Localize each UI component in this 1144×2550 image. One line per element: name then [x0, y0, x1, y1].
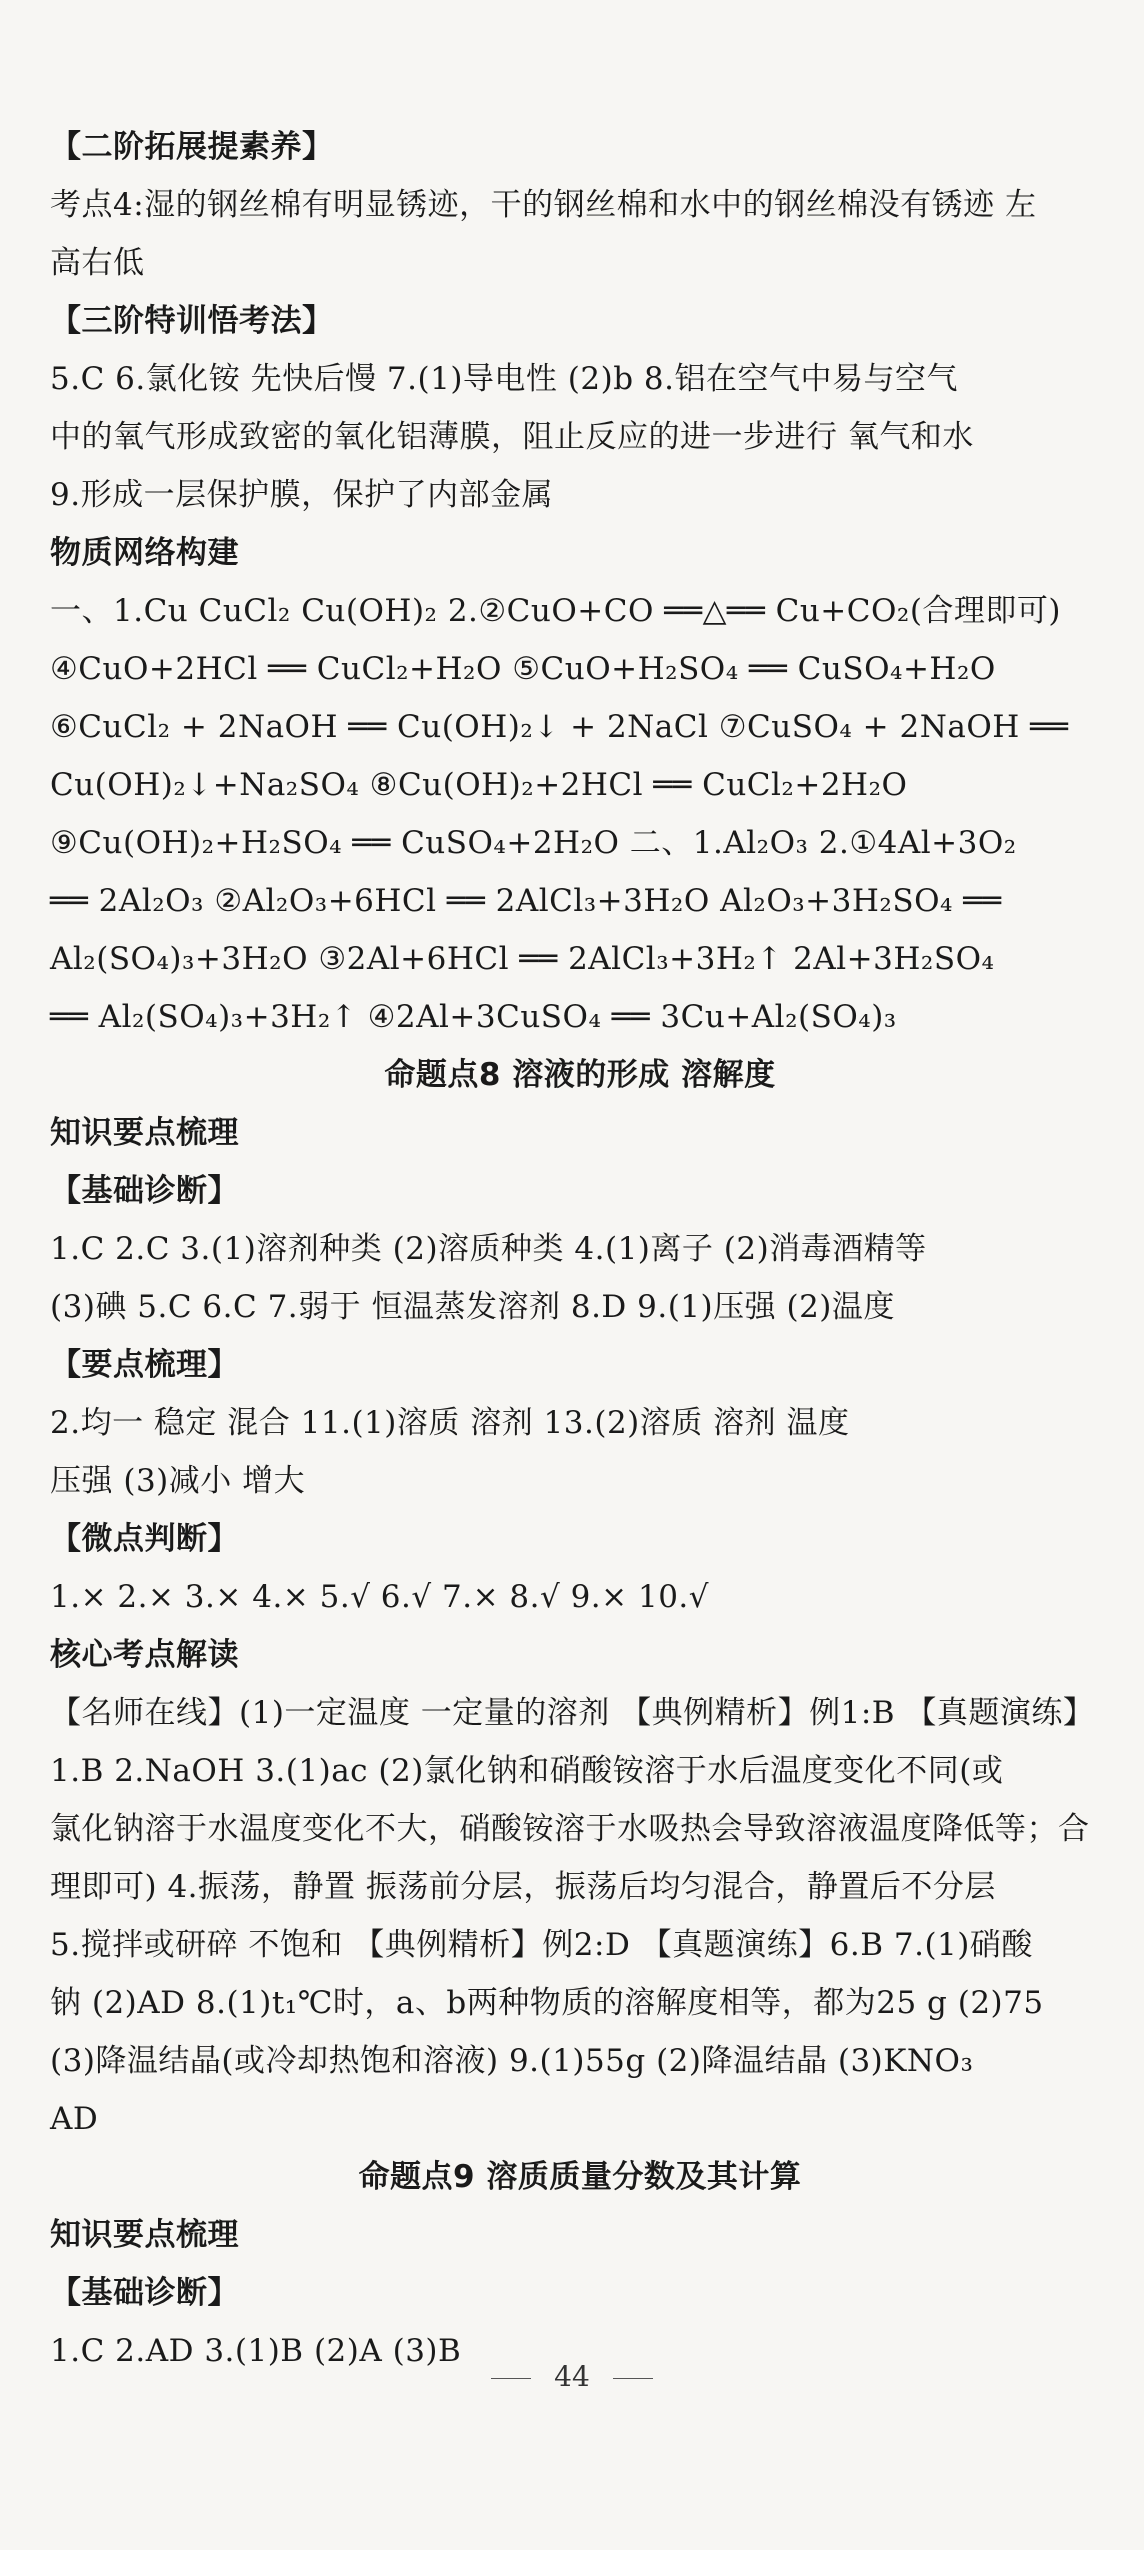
section-heading: 【微点判断】	[50, 1521, 239, 1557]
equation-line: ⑥CuCl₂ + 2NaOH ══ Cu(OH)₂↓ + 2NaCl ⑦CuSO₄ + 2NaOH ══	[50, 709, 1069, 745]
text-line: (3)降温结晶(或冷却热饱和溶液) 9.(1)55g (2)降温结晶 (3)KNO₃	[50, 2043, 974, 2079]
section-heading: 【基础诊断】	[50, 1173, 239, 1209]
equation-line: ══ 2Al₂O₃ ②Al₂O₃+6HCl ══ 2AlCl₃+3H₂O Al₂O₃+3H₂SO₄ ══	[50, 883, 1002, 919]
text-line: 2.均一 稳定 混合 11.(1)溶质 溶剂 13.(2)溶质 溶剂 温度	[50, 1405, 850, 1441]
equation-line: 一、1.Cu CuCl₂ Cu(OH)₂ 2.②CuO+CO ══△══ Cu+CO₂(合理即可)	[50, 593, 1062, 629]
equation-line: ══ Al₂(SO₄)₃+3H₂↑ ④2Al+3CuSO₄ ══ 3Cu+Al₂(SO₄)₃	[50, 999, 897, 1035]
text-line: 1.B 2.NaOH 3.(1)ac (2)氯化钠和硝酸铵溶于水后温度变化不同(或	[50, 1753, 1004, 1789]
subsection-title: 知识要点梳理	[50, 2217, 239, 2253]
section-heading: 【要点梳理】	[50, 1347, 239, 1383]
topic-heading: 命题点9 溶质质量分数及其计算	[358, 2159, 802, 2195]
subsection-title: 知识要点梳理	[50, 1115, 239, 1151]
equation-line: Al₂(SO₄)₃+3H₂O ③2Al+6HCl ══ 2AlCl₃+3H₂↑ 2Al+3H₂SO₄	[50, 941, 995, 977]
text-line: 9.形成一层保护膜，保护了内部金属	[50, 477, 554, 513]
topic-heading: 命题点8 溶液的形成 溶解度	[384, 1057, 776, 1093]
section-heading: 【基础诊断】	[50, 2275, 239, 2311]
footer-rule-right	[613, 2378, 653, 2379]
subsection-title: 物质网络构建	[50, 535, 239, 571]
text-line: 考点4:湿的钢丝棉有明显锈迹，干的钢丝棉和水中的钢丝棉没有锈迹 左	[50, 187, 1037, 223]
page-number: 44	[554, 2360, 590, 2393]
text-line: 1.× 2.× 3.× 4.× 5.√ 6.√ 7.× 8.√ 9.× 10.√	[50, 1579, 710, 1615]
subsection-title: 核心考点解读	[50, 1637, 239, 1673]
text-line: 中的氧气形成致密的氧化铝薄膜，阻止反应的进一步进行 氧气和水	[50, 419, 974, 455]
text-line: 氯化钠溶于水温度变化不大，硝酸铵溶于水吸热会导致溶液温度降低等；合	[50, 1811, 1090, 1847]
footer-rule-left	[491, 2378, 531, 2379]
text-line: 1.C 2.C 3.(1)溶剂种类 (2)溶质种类 4.(1)离子 (2)消毒酒精等	[50, 1231, 927, 1267]
text-line: 5.C 6.氯化铵 先快后慢 7.(1)导电性 (2)b 8.铝在空气中易与空气	[50, 361, 958, 397]
text-line: 压强 (3)减小 增大	[50, 1463, 306, 1499]
equation-line: Cu(OH)₂↓+Na₂SO₄ ⑧Cu(OH)₂+2HCl ══ CuCl₂+2H₂O	[50, 767, 908, 803]
text-line: 【名师在线】(1)一定温度 一定量的溶剂 【典例精析】例1:B 【真题演练】	[50, 1695, 1095, 1731]
text-line: 钠 (2)AD 8.(1)t₁℃时，a、b两种物质的溶解度相等，都为25 g (2)75	[50, 1985, 1044, 2021]
equation-line: ⑨Cu(OH)₂+H₂SO₄ ══ CuSO₄+2H₂O 二、1.Al₂O₃ 2.①4Al+3O₂	[50, 825, 1017, 861]
text-line: 5.搅拌或研碎 不饱和 【典例精析】例2:D 【真题演练】6.B 7.(1)硝酸	[50, 1927, 1033, 1963]
answer-page	[50, 118, 1110, 2380]
text-line: 1.C 2.AD 3.(1)B (2)A (3)B	[50, 2333, 462, 2369]
text-line: AD	[50, 2101, 99, 2137]
text-line: 理即可) 4.振荡，静置 振荡前分层，振荡后均匀混合，静置后不分层	[50, 1869, 996, 1905]
text-line: (3)碘 5.C 6.C 7.弱于 恒温蒸发溶剂 8.D 9.(1)压强 (2)温度	[50, 1289, 895, 1325]
section-heading: 【二阶拓展提素养】	[50, 129, 334, 165]
section-heading: 【三阶特训悟考法】	[50, 303, 334, 339]
page-footer	[0, 2360, 1144, 2393]
text-line: 高右低	[50, 245, 145, 281]
equation-line: ④CuO+2HCl ══ CuCl₂+H₂O ⑤CuO+H₂SO₄ ══ CuSO₄+H₂O	[50, 651, 996, 687]
